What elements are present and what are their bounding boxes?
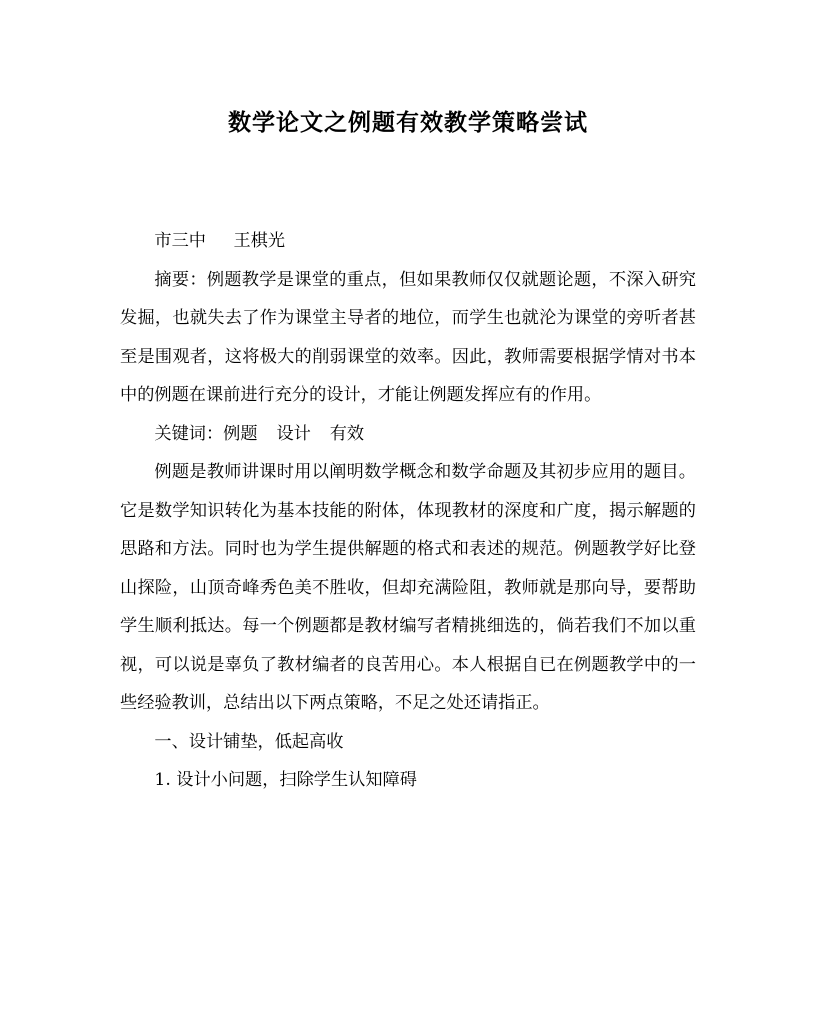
- keywords-label: 关键词：例题: [154, 423, 258, 444]
- author-school: 市三中: [154, 231, 206, 251]
- keywords-line: [120, 415, 696, 454]
- subsection-heading: 1. 设计小问题，扫除学生认知障碍: [154, 770, 417, 790]
- section-heading: 一、设计铺垫，低起高收: [154, 731, 344, 752]
- intro-paragraph: 例题是教师讲课时用以阐明数学概念和数学命题及其初步应用的题目。它是数学知识转化为基本技能的附体，体现教材的深度和广度，揭示解题的思路和方法。同时也为学生提供解题的格式和表述的规范。例题教学好比登山探险，山顶奇峰秀色美不胜收，但却充满险阻，教师就是那向导，要帮助学生顺利抵达。每一个例题都是教材编写者精挑细选的，倘若我们不加以重视，可以说是辜负了教材编者的良苦用心。本人根据自已在例题教学中的一些经验教训，总结出以下两点策略，不足之处还请指正。: [120, 462, 696, 713]
- document-title: 数学论文之例题有效教学策略尝试: [228, 109, 588, 136]
- keyword-item: 有效: [329, 423, 365, 444]
- keyword-item: 设计: [276, 423, 311, 444]
- abstract-paragraph: 摘要：例题教学是课堂的重点，但如果教师仅仅就题论题，不深入研究发掘，也就失去了作为课堂主导者的地位，而学生也就沦为课堂的旁听者甚至是围观者，这将极大的削弱课堂的效率。因此，教师需要根据学情对书本中的例题在课前进行充分的设计，才能让例题发挥应有的作用。: [120, 269, 696, 405]
- document-body: [120, 222, 696, 800]
- author-name: 王棋光: [233, 231, 286, 251]
- author-line: [120, 222, 696, 261]
